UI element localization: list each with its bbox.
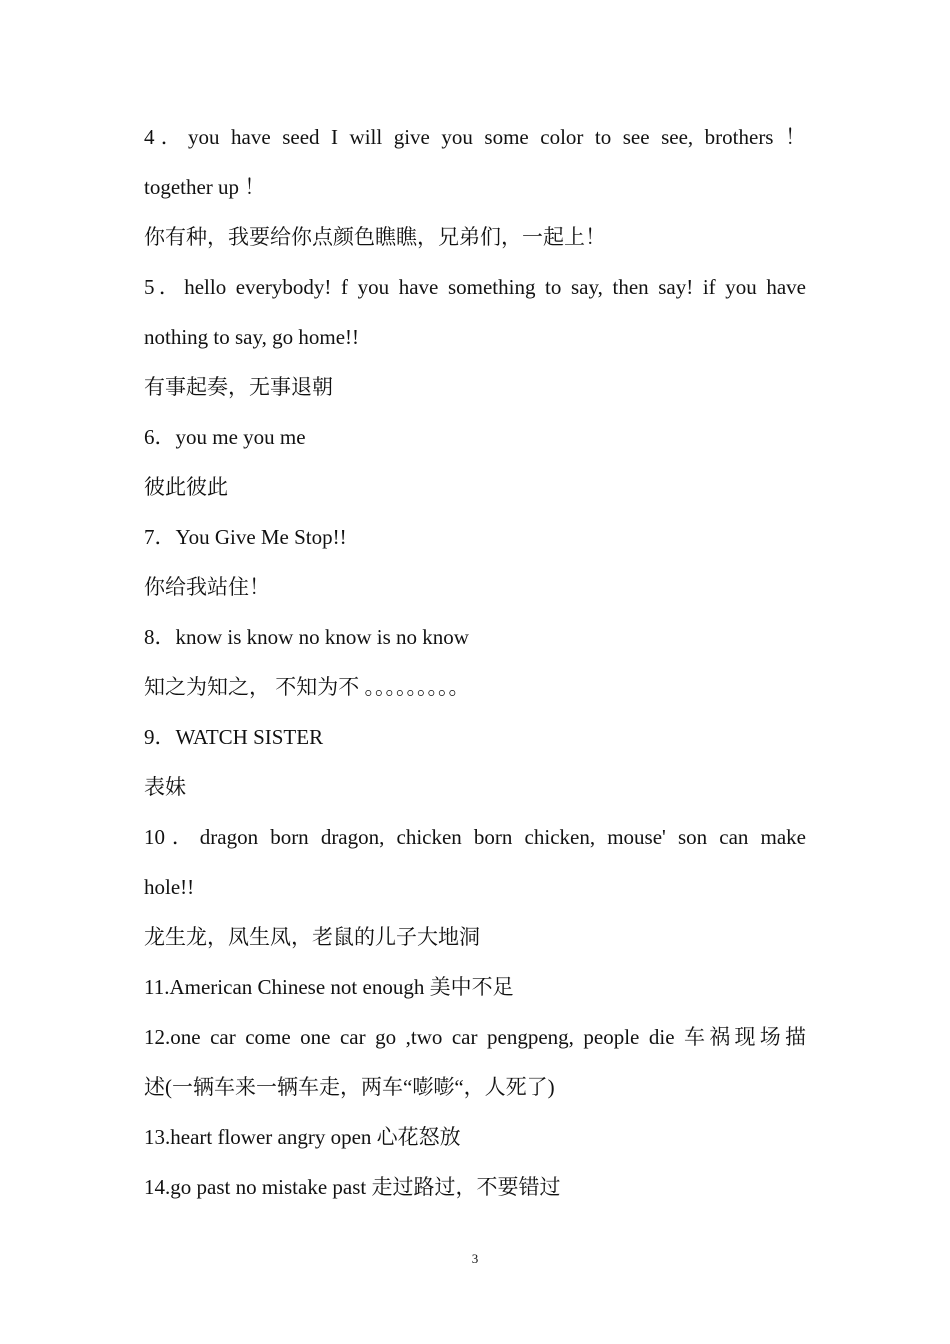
text-line: 表妹 [144,775,186,799]
text-line: 6．you me you me [144,425,306,449]
text-line: 彼此彼此 [144,475,228,499]
page-content [144,112,806,1212]
text-line: 12.one car come one car go ,two car pengpeng, people die 车祸现场描 [144,1025,806,1049]
text-line: 10．dragon born dragon, chicken born chicken, mouse' son can make [144,825,806,849]
text-line: 知之为知之， 不知为不 。。。。。。。。。 [144,675,470,699]
text-line: 14.go past no mistake past 走过路过，不要错过 [144,1175,561,1199]
text-line: 你有种，我要给你点颜色瞧瞧，兄弟们，一起上！ [144,225,606,249]
page-number: 3 [471,1251,479,1266]
text-line: 13.heart flower angry open 心花怒放 [144,1125,461,1149]
text-line: nothing to say, go home!! [144,325,360,349]
text-line: 述(一辆车来一辆车走，两车“嘭嘭“，人死了) [144,1075,555,1099]
text-line: 5．hello everybody! f you have something to say, then say! if you have [144,275,806,299]
text-line: 11.American Chinese not enough 美中不足 [144,975,514,999]
text-line: 9．WATCH SISTER [144,725,324,749]
text-line: 4．you have seed I will give you some color to see see, brothers ！ [144,125,806,149]
text-line: together up ！ [144,175,266,199]
text-line: 7．You Give Me Stop!! [144,525,347,549]
text-line: 龙生龙，凤生凤，老鼠的儿子大地洞 [144,925,480,949]
text-line: 有事起奏，无事退朝 [144,375,333,399]
text-line: 你给我站住！ [144,575,270,599]
text-line: hole!! [144,875,195,899]
text-line: 8．know is know no know is no know [144,625,469,649]
